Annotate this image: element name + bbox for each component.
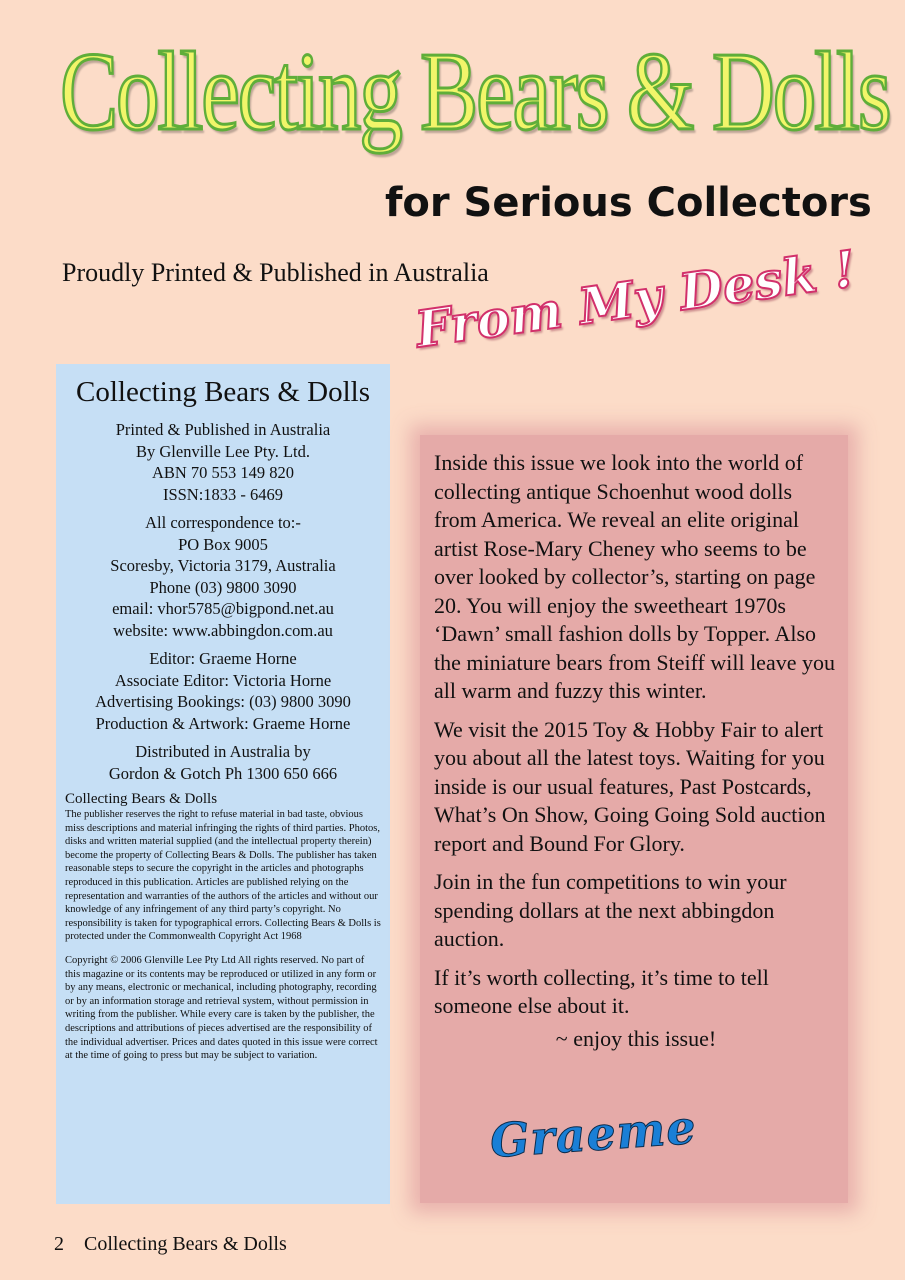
email-line[interactable]: email: vhor5785@bigpond.net.au	[112, 599, 334, 618]
staff-line: Advertising Bookings: (03) 9800 3090	[95, 692, 351, 711]
staff-line: Associate Editor: Victoria Horne	[114, 670, 332, 690]
copyright-notice: Copyright © 2006 Glenville Lee Pty Ltd All rights reserved. No part of this magazine or its contents may be reproduced or utilized in any form or by any means, electronic or mechanical, including photography, recording or by an information storage and retrieval system, without permission in writing from the publisher. While every care is taken by the publisher, the descriptions and attributions of pieces advertised are the responsibility of the individual advertiser. Prices and dates quoted in this issue were correct at the time of going to press but may be subject to variation.	[65, 954, 378, 1062]
distribution-lines	[65, 741, 381, 784]
masthead-title: Collecting Bears & Dolls	[60, 30, 890, 154]
editorial-paragraph: Inside this issue we look into the world of collecting antique Schoenhut wood dolls from America. We reveal an elite original artist Rose-Mary Cheney who seems to be over looked by collector’s, starting on page 20. You will enjoy the sweetheart 1970s ‘Dawn’ small fashion dolls by Topper. Also the miniature bears from Steiff will leave you all warm and fuzzy this winter.	[434, 450, 835, 703]
publisher-line: Printed & Published in Australia	[115, 420, 331, 439]
legal-disclaimer: The publisher reserves the right to refuse material in bad taste, obvious miss descriptions and material infringing the rights of third parties. Photos, disks and written material supplied (and the intellectual property therein) become the property of Collecting Bears & Dolls. The publisher has taken reasonable steps to secure the copyright in the articles and photographs reproduced in this publication. Articles are published relying on the representation and warranties of the authors of the articles and without our knowledge of any infringement of any third party’s copyright. No responsibility is taken for typographical errors. Collecting Bears & Dolls is protected under the Commonwealth Copyright Act 1968	[65, 809, 381, 943]
editorial-paragraph: If it’s worth collecting, it’s time to tell someone else about it.	[434, 964, 769, 1018]
contact-lines	[65, 512, 381, 641]
contact-line: Scoresby, Victoria 3179, Australia	[110, 556, 336, 575]
contact-line: All correspondence to:-	[145, 513, 301, 532]
distribution-line: Distributed in Australia by	[135, 742, 311, 761]
page-number: 2	[54, 1233, 64, 1255]
legal-title: Collecting Bears & Dolls	[65, 791, 218, 807]
publisher-line: ISSN:1833 - 6469	[162, 484, 284, 504]
publisher-lines	[65, 419, 381, 505]
editorial-closing: ~ enjoy this issue!	[555, 1025, 717, 1051]
editorial-paragraph: Join in the fun competitions to win your spending dollars at the next abbingdon auction.	[434, 869, 787, 951]
publisher-info-box	[56, 364, 390, 1204]
contact-line: Phone (03) 9800 3090	[149, 577, 297, 597]
website-line[interactable]: website: www.abbingdon.com.au	[113, 620, 333, 640]
desk-heading: From My Desk !	[411, 238, 860, 359]
editorial-box	[420, 435, 848, 1203]
distribution-line: Gordon & Gotch Ph 1300 650 666	[108, 763, 338, 783]
staff-lines	[65, 648, 381, 734]
masthead-subtitle: for Serious Collectors	[385, 180, 872, 226]
contact-line: PO Box 9005	[178, 534, 268, 554]
page-footer	[54, 1233, 287, 1256]
editor-signature: Graeme	[488, 1099, 699, 1169]
publisher-line: By Glenville Lee Pty. Ltd.	[136, 441, 310, 461]
footer-publication: Collecting Bears & Dolls	[84, 1233, 287, 1255]
masthead-tagline: Proudly Printed & Published in Australia	[62, 258, 489, 287]
publisher-line: ABN 70 553 149 820	[151, 463, 295, 482]
staff-line: Production & Artwork: Graeme Horne	[95, 713, 351, 733]
staff-line: Editor: Graeme Horne	[149, 649, 297, 668]
editorial-paragraph: We visit the 2015 Toy & Hobby Fair to alert you about all the latest toys. Waiting for you inside is our usual features, Past Postcards, What’s On Show, Going Going Sold auction report and Bound For Glory.	[434, 716, 826, 856]
info-box-title: Collecting Bears & Dolls	[76, 376, 370, 408]
